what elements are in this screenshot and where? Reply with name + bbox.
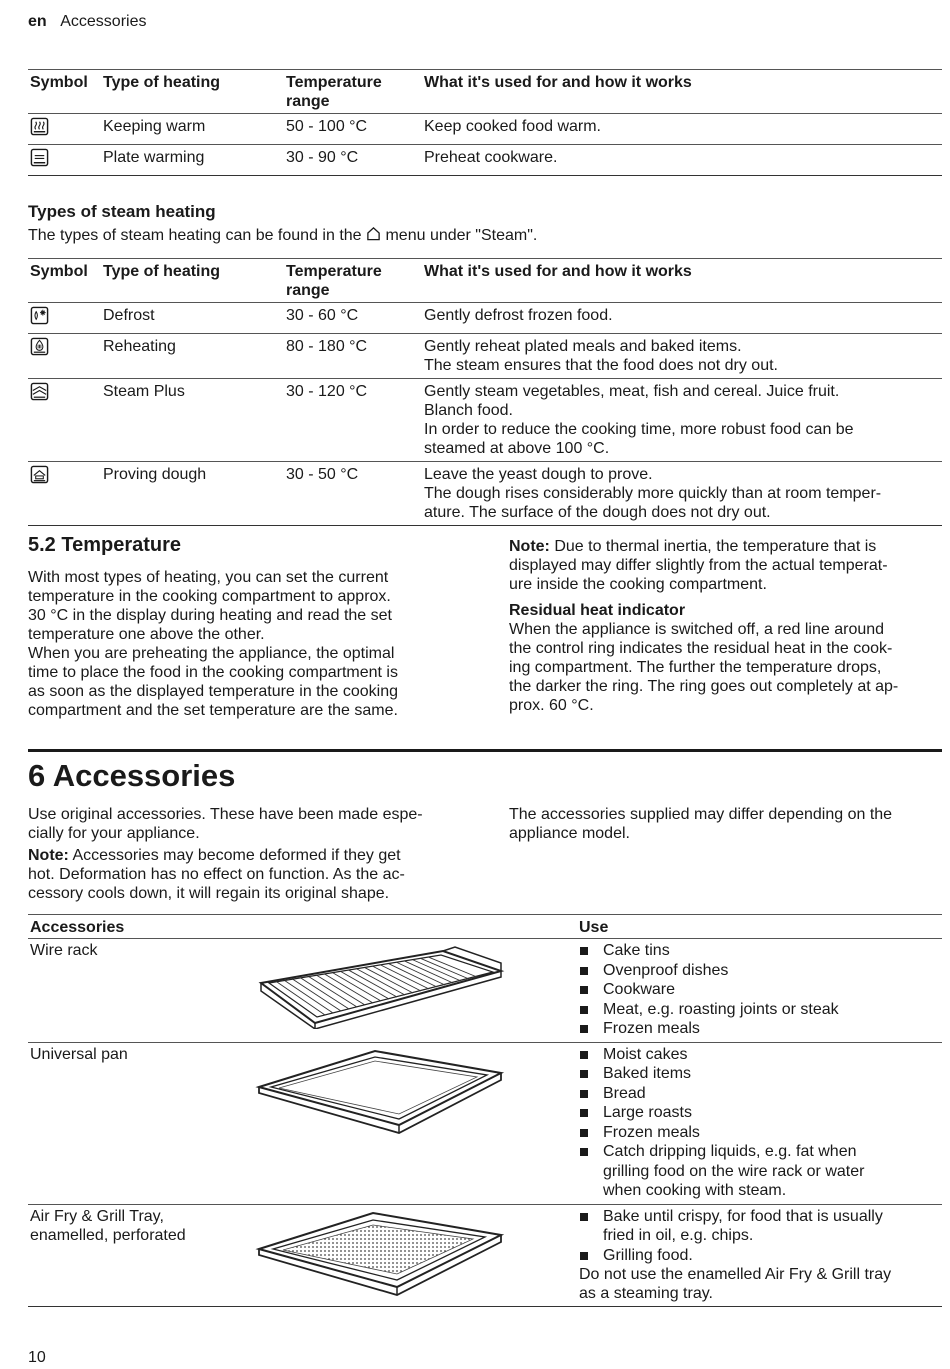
keeping-warm-icon [30, 117, 49, 136]
col-header-type: Type of heating [101, 70, 284, 114]
table-row [28, 1042, 942, 1204]
steam-plus-icon [30, 382, 49, 401]
table-row [28, 114, 942, 145]
running-header [28, 12, 146, 31]
use-list [579, 1207, 940, 1266]
table-row [28, 379, 942, 462]
table-row [28, 145, 942, 176]
text-line: cessory cools down, it will regain its original shape. [28, 885, 390, 902]
list-item: Meat, e.g. roasting joints or steak [579, 1000, 940, 1020]
col-header-use: What it's used for and how it works [422, 70, 942, 114]
list-item-line: Bake until crispy, for food that is usually [603, 1207, 883, 1225]
accessory-warning-line: as a steaming tray. [579, 1285, 713, 1302]
temperature-cell: 80 - 180 °C [284, 334, 422, 379]
text-line: temperature in the cooking compartment to approx. [28, 588, 391, 605]
text-line: cially for your appliance. [28, 825, 200, 842]
accessory-uses-cell [577, 1042, 942, 1204]
accessories-table [28, 914, 942, 1307]
accessory-uses-cell [577, 1204, 942, 1307]
col-header-symbol: Symbol [28, 259, 101, 303]
accessory-uses-cell [577, 939, 942, 1043]
text-line: When you are preheating the appliance, the optimal [28, 645, 395, 662]
type-cell: Proving dough [101, 462, 284, 526]
air-fry-tray-image [255, 1209, 505, 1297]
steam-heating-table [28, 258, 942, 526]
text-line: compartment and the set temperature are the same. [28, 702, 398, 719]
text-line: hot. Deformation has no effect on function. As the ac- [28, 866, 405, 883]
plate-warming-icon [30, 148, 49, 167]
temperature-cell: 30 - 50 °C [284, 462, 422, 526]
accessory-name: Wire rack [30, 942, 98, 959]
list-item [579, 1207, 940, 1246]
list-item: Bread [579, 1084, 940, 1104]
use-line: Gently reheat plated meals and baked items. [424, 338, 742, 355]
list-item-line: grilling food on the wire rack or water [603, 1162, 865, 1180]
temperature-cell: 30 - 60 °C [284, 303, 422, 334]
note-label: Note: [509, 538, 550, 555]
type-cell: Defrost [101, 303, 284, 334]
col-header-accessories: Accessories [28, 915, 577, 939]
list-item: Large roasts [579, 1103, 940, 1123]
chapter-rule [28, 749, 942, 752]
col-header-symbol: Symbol [28, 70, 101, 114]
use-cell: Preheat cookware. [422, 145, 942, 176]
table-header-row [28, 70, 942, 114]
symbol-cell [28, 303, 101, 334]
text-line: displayed may differ slightly from the actual temperat- [509, 557, 888, 574]
col-header-type: Type of heating [101, 259, 284, 303]
type-cell: Steam Plus [101, 379, 284, 462]
temperature-note [509, 537, 942, 715]
text-line: time to place the food in the cooking compartment is [28, 664, 398, 681]
type-cell: Keeping warm [101, 114, 284, 145]
table-header-row [28, 259, 942, 303]
text-line: the control ring indicates the residual heat in the cook- [509, 640, 893, 657]
symbol-cell [28, 379, 101, 462]
text-line [28, 846, 478, 865]
text-line: With most types of heating, you can set the current [28, 569, 389, 586]
text-line: as soon as the displayed temperature in the cooking [28, 683, 399, 700]
accessory-image-cell [253, 1042, 577, 1204]
accessory-image-cell [253, 939, 577, 1043]
list-item: Frozen meals [579, 1123, 940, 1143]
symbol-cell [28, 462, 101, 526]
text-line: ing compartment. The further the temperature drops, [509, 659, 882, 676]
list-item: Grilling food. [579, 1246, 940, 1266]
home-icon [366, 226, 381, 241]
list-item: Ovenproof dishes [579, 961, 940, 981]
text-line: temperature one above the other. [28, 626, 265, 643]
use-line: In order to reduce the cooking time, more robust food can be [424, 421, 854, 438]
accessory-name-cell [28, 1042, 253, 1204]
table-row [28, 334, 942, 379]
temperature-cell: 30 - 90 °C [284, 145, 422, 176]
page-number: 10 [28, 1349, 46, 1366]
type-cell: Reheating [101, 334, 284, 379]
use-line: steamed at above 100 °C. [424, 440, 610, 457]
heating-types-table [28, 69, 942, 176]
intro-text-before: The types of steam heating can be found in the [28, 227, 362, 244]
note-label: Note: [28, 847, 69, 864]
accessory-name-cell [28, 939, 253, 1043]
reheating-icon [30, 337, 49, 356]
accessory-name: Air Fry & Grill Tray, [30, 1207, 164, 1225]
table-row [28, 462, 942, 526]
use-line: The steam ensures that the food does not dry out. [424, 357, 778, 374]
table-row [28, 303, 942, 334]
table-header-row [28, 915, 942, 939]
text-line: Use original accessories. These have been made espe- [28, 806, 423, 823]
use-line: ature. The surface of the dough does not dry out. [424, 504, 771, 521]
use-list [579, 941, 940, 1039]
list-item: Baked items [579, 1064, 940, 1084]
intro-text-after: menu under "Steam". [385, 227, 538, 244]
text-line: The accessories supplied may differ depending on the [509, 806, 893, 823]
col-header-use: Use [577, 915, 942, 939]
proving-dough-icon [30, 465, 49, 484]
wire-rack-image [255, 941, 505, 1029]
accessories-intro [28, 805, 478, 903]
accessory-name-cell [28, 1204, 253, 1307]
list-item-line: Catch dripping liquids, e.g. fat when [603, 1143, 857, 1160]
table-row [28, 1204, 942, 1307]
accessory-name: enamelled, perforated [30, 1226, 186, 1244]
running-header-section: Accessories [60, 13, 147, 30]
use-line: Blanch food. [424, 402, 513, 419]
language-code: en [28, 13, 47, 30]
use-cell: Keep cooked food warm. [422, 114, 942, 145]
list-item [579, 1142, 940, 1201]
list-item-line: fried in oil, e.g. chips. [603, 1227, 754, 1244]
list-item: Frozen meals [579, 1019, 940, 1039]
accessory-name: Universal pan [30, 1045, 128, 1063]
residual-heat-title: Residual heat indicator [509, 602, 686, 619]
list-item: Cookware [579, 980, 940, 1000]
text-line: ure inside the cooking compartment. [509, 576, 767, 593]
type-cell: Plate warming [101, 145, 284, 176]
text-line [509, 537, 942, 556]
use-line: Gently steam vegetables, meat, fish and cereal. Juice fruit. [424, 383, 840, 400]
text-line: appliance model. [509, 825, 630, 842]
note-text: Accessories may become deformed if they get [68, 847, 401, 864]
table-row [28, 939, 942, 1043]
accessories-model-note [509, 805, 942, 843]
text-line: 30 °C in the display during heating and read the set [28, 607, 392, 624]
col-header-use: What it's used for and how it works [422, 259, 942, 303]
list-item: Cake tins [579, 941, 940, 961]
temperature-cell: 50 - 100 °C [284, 114, 422, 145]
temperature-cell: 30 - 120 °C [284, 379, 422, 462]
use-line: Leave the yeast dough to prove. [424, 466, 653, 483]
symbol-cell [28, 145, 101, 176]
text-line: the darker the ring. The ring goes out completely at ap- [509, 678, 899, 695]
col-header-temperature: Temperature range [284, 70, 422, 114]
chapter-title-accessories: 6 Accessories [28, 758, 236, 793]
accessory-warning-line: Do not use the enamelled Air Fry & Grill tray [579, 1266, 892, 1283]
use-cell [422, 334, 942, 379]
symbol-cell [28, 334, 101, 379]
defrost-icon [30, 306, 49, 325]
use-cell [422, 462, 942, 526]
list-item-line: when cooking with steam. [603, 1182, 787, 1199]
use-line: The dough rises considerably more quickly than at room temper- [424, 485, 882, 502]
use-cell: Gently defrost frozen food. [422, 303, 942, 334]
text-line: When the appliance is switched off, a red line around [509, 621, 885, 638]
steam-heating-title: Types of steam heating [28, 202, 216, 221]
list-item: Moist cakes [579, 1045, 940, 1065]
temperature-body [28, 568, 468, 720]
universal-pan-image [255, 1047, 505, 1137]
section-title-temperature: 5.2 Temperature [28, 534, 182, 556]
note-text: Due to thermal inertia, the temperature that is [549, 538, 877, 555]
symbol-cell [28, 114, 101, 145]
use-list [579, 1045, 940, 1201]
accessory-image-cell [253, 1204, 577, 1307]
steam-heating-intro [28, 226, 537, 245]
col-header-temperature: Temperature range [284, 259, 422, 303]
use-cell [422, 379, 942, 462]
text-line: prox. 60 °C. [509, 697, 594, 714]
